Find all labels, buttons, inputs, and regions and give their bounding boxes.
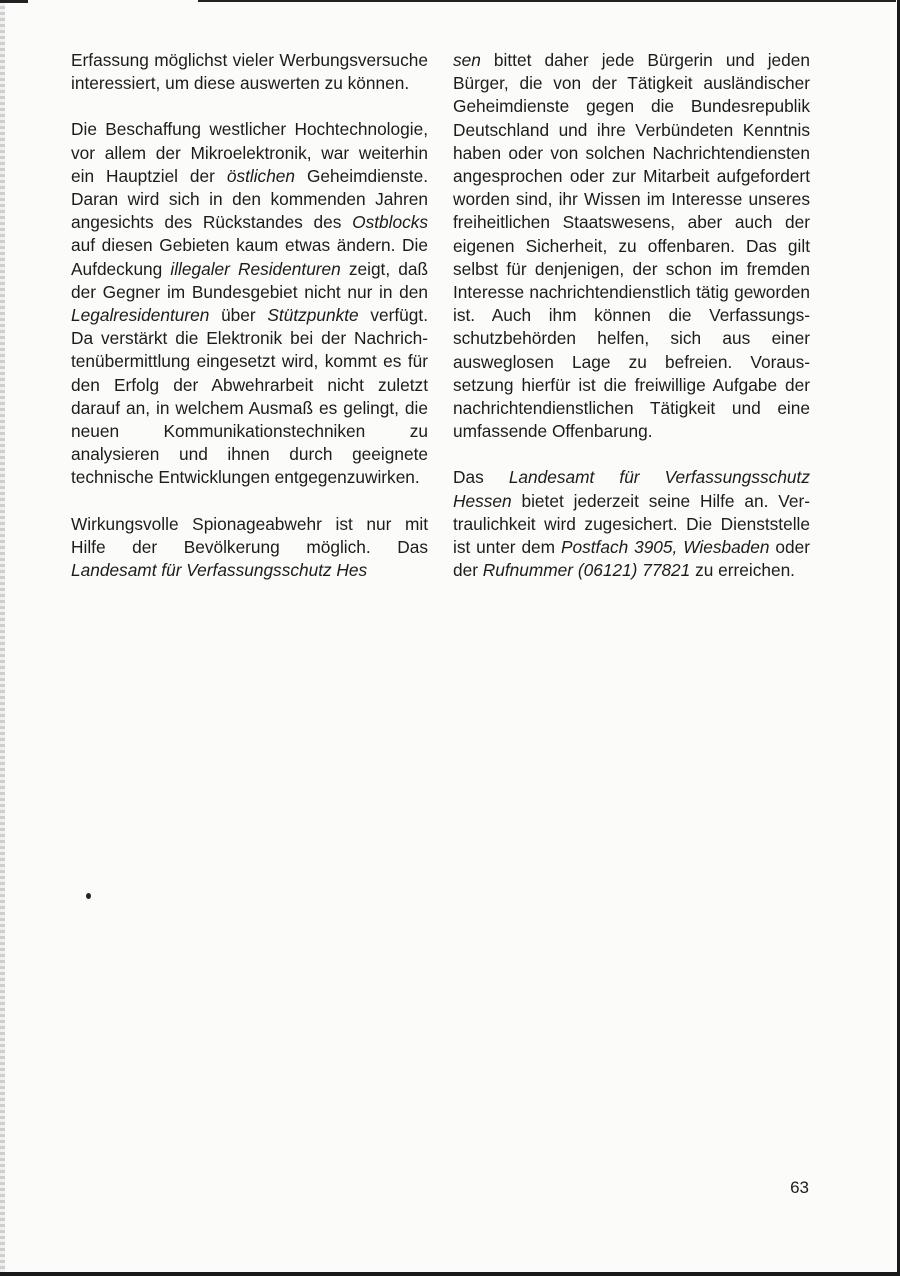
right-column — [453, 49, 810, 605]
text-run: bittet daher jede Bürgerin und jeden Bürger, die von der Tätigkeit ausländischer Geheimdienste gegen die Bundesrepublik Deutschland und ihre Verbündeten Kenntnis haben oder von solchen Nachrichtendiensten angesprochen oder zur Mitarbeit aufgefordert worden sind, ihr Wissen im Interesse unseres freiheitlichen Staatswesens, aber auch der eigenen Sicherheit, zu offenbaren. Das gilt selbst für denjenigen, der schon im fremden Interesse nachrichtendienstlich tätig geworden ist. Auch ihm können die Verfassungsschutzbehörden helfen, sich aus einer ausweglosen Lage zu befreien. Voraussetzung hierfür ist die freiwillige Aufgabe der nachrichtendienstlichen Tätigkeit und eine umfassende Offenbarung. — [453, 50, 810, 442]
text-run: Geheimdienste. Daran wird sich in den kommenden Jahren angesichts des Rückstandes des — [71, 165, 428, 233]
text-run: zeigt, daß der Gegner im Bundesgebiet nicht nur in den — [71, 258, 429, 302]
page-corner-mark — [0, 0, 28, 3]
text-run: Wirkungsvolle Spionageabwehr ist nur mit Hilfe der Bevölkerung möglich. Das — [71, 513, 428, 557]
italic-term: illegaler Residenturen — [170, 258, 341, 279]
left-paragraph-1: Erfassung möglichst vieler Werbungsversuche interessiert, um diese auswerten zu können. — [71, 50, 428, 94]
text-run: verfügt. Da verstärkt die Elektronik bei der Nachrichtenübermittlung eingesetzt wird, kommt es für den Erfolg der Abwehrarbeit nicht zuletzt darauf an, in welchem Ausmaß es gelingt, die neuen Kommunikationstechniken zu analysieren und ihnen durch geeignete technische Entwicklungen entgegenzuwirken. — [71, 305, 428, 488]
right-paragraph-1 — [453, 49, 810, 443]
italic-term: Stützpunkte — [267, 305, 359, 326]
page-number: 63 — [790, 1178, 809, 1197]
text-run: Das — [453, 467, 509, 488]
left-column — [71, 49, 428, 605]
italic-term: Legalresidenturen — [71, 305, 210, 326]
italic-term: Ostblocks — [352, 212, 428, 233]
text-run: zu erreichen. — [690, 560, 795, 581]
left-paragraph-3 — [71, 513, 428, 583]
italic-term: Rufnummer (06121) 77821 — [482, 560, 691, 581]
italic-term: sen — [453, 50, 481, 70]
left-paragraph-2 — [71, 118, 428, 489]
text-run: oder der — [453, 537, 811, 581]
page-edge-bottom — [0, 1272, 900, 1276]
italic-term: Postfach 3905, Wiesbaden — [560, 537, 770, 558]
italic-term: Landesamt für Verfassungsschutz Hessen — [453, 467, 810, 511]
page-edge-left — [0, 0, 5, 1276]
text-run: Die Beschaffung westlicher Hochtechnologie, vor allem der Mikroelektronik, war weiterhin ein Hauptziel der — [71, 119, 428, 186]
page-edge-top — [198, 0, 896, 2]
italic-term: östlichen — [226, 165, 296, 186]
ink-speck — [86, 893, 91, 899]
text-run: über — [209, 305, 268, 326]
italic-term: Landesamt für Verfassungsschutz Hes — [71, 560, 368, 581]
text-run: bietet jederzeit seine Hilfe an. Vertraulichkeit wird zugesichert. Die Dienststelle ist unter dem — [453, 490, 810, 558]
right-paragraph-2 — [453, 466, 810, 582]
text-run: auf diesen Gebieten kaum etwas ändern. Die Aufdeckung — [71, 235, 428, 279]
